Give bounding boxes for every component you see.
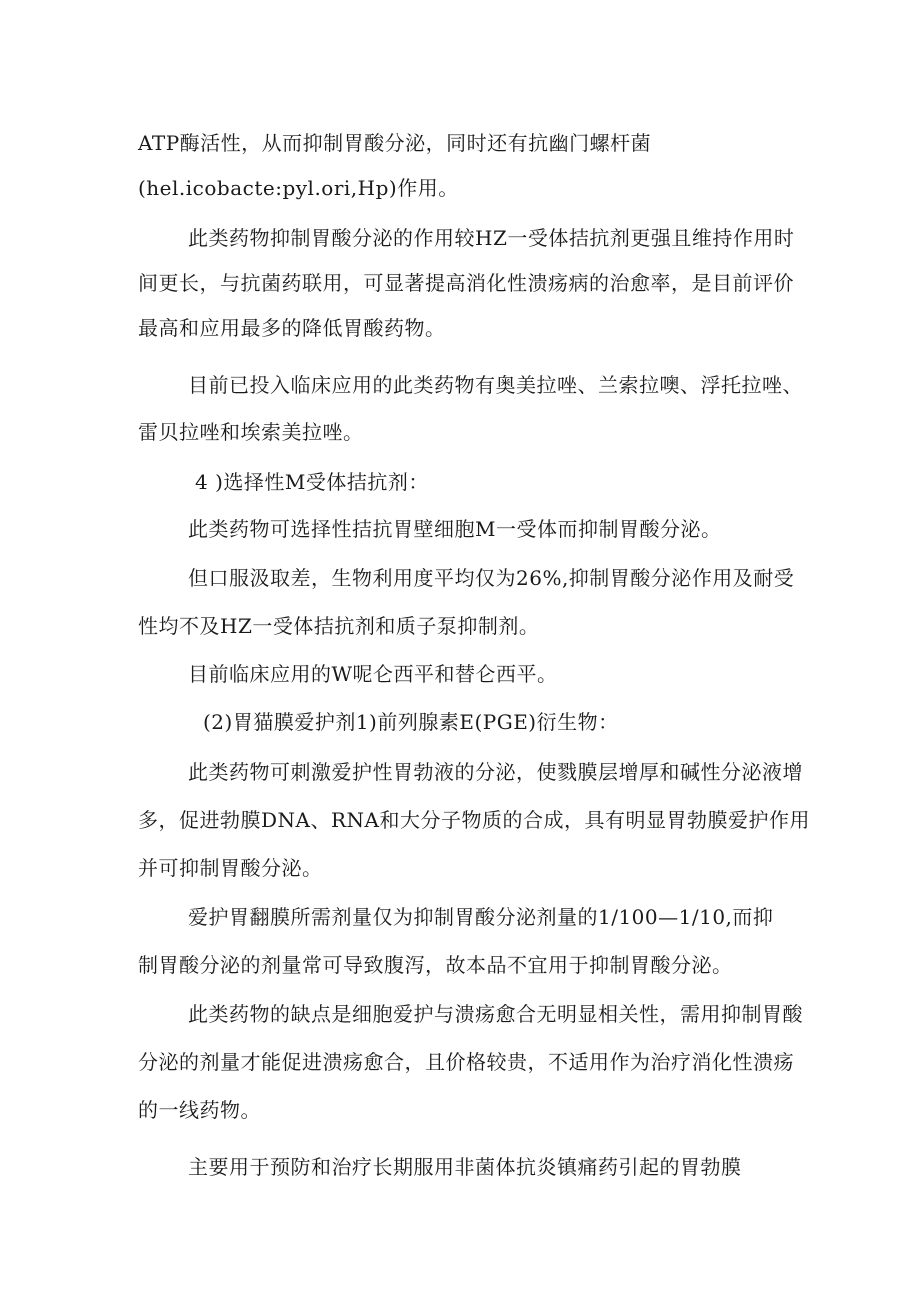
text-line: 性均不及HZ一受体拮抗剂和质子泵抑制剂。 [138,614,540,638]
text-line: 此类药物的缺点是细胞爱护与溃疡愈合无明显相关性，需用抑制胃酸 [188,1002,803,1026]
text-line: 的一线药物。 [138,1098,261,1122]
text-line: 此类药物可刺激爱护性胃勃液的分泌，使戮膜层增厚和碱性分泌液增 [188,760,803,784]
text-line: 但口服汲取差，生物利用度平均仅为26%,抑制胃酸分泌作用及耐受 [188,566,795,590]
text-line: 并可抑制胃酸分泌。 [138,856,323,880]
text-line: 目前临床应用的W呢仑西平和替仑西平。 [188,662,558,686]
text-line: 雷贝拉唑和埃索美拉唑。 [138,420,364,444]
text-line: 目前已投入临床应用的此类药物有奥美拉唑、兰索拉噢、浮托拉唑、 [188,373,803,397]
text-line: 分泌的剂量才能促进溃疡愈合，且价格较贵，不适用作为治疗消化性溃疡 [138,1050,794,1074]
text-line: ATP酶活性，从而抑制胃酸分泌，同时还有抗幽门螺杆菌 [138,131,652,155]
text-line: 此类药物可选择性拮抗胃壁细胞M一受体而抑制胃酸分泌。 [188,517,722,541]
text-line: (hel.icobacte:pyl.ori,Hp)作用。 [138,176,459,200]
section-heading: 4 )选择性M受体拮抗剂： [195,470,429,494]
section-heading: (2)胃猫膜爱护剂1)前列腺素E(PGE)衍生物： [203,710,619,734]
text-line: 爱护胃翻膜所需剂量仅为抑制胃酸分泌剂量的1/100—1/10,而抑 [188,905,774,929]
text-line: 最高和应用最多的降低胃酸药物。 [138,316,446,340]
text-line: 多，促进勃膜DNA、RNA和大分子物质的合成，具有明显胃勃膜爱护作用 [138,808,810,832]
text-line: 间更长，与抗菌药联用，可显著提高消化性溃疡病的治愈率，是目前评价 [138,271,794,295]
text-line: 制胃酸分泌的剂量常可导致腹泻，故本品不宜用于抑制胃酸分泌。 [138,953,733,977]
text-line: 主要用于预防和治疗长期服用非菌体抗炎镇痛药引起的胃勃膜 [188,1155,742,1179]
text-line: 此类药物抑制胃酸分泌的作用较HZ一受体拮抗剂更强且维持作用时 [188,226,795,250]
